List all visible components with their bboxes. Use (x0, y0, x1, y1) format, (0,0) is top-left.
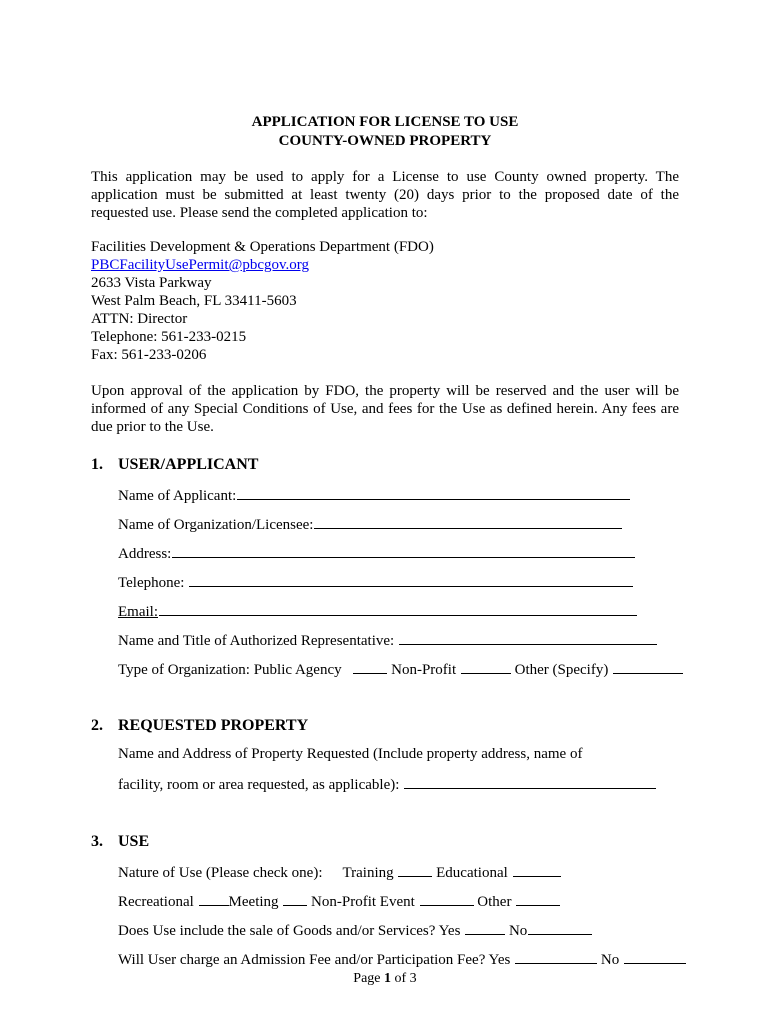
property-row (118, 773, 656, 793)
property-field[interactable] (404, 773, 656, 789)
other-use-field[interactable] (516, 890, 560, 906)
org-type-row (118, 658, 683, 678)
email-field[interactable] (159, 600, 637, 616)
intro-paragraph: This application may be used to apply for a License to use County owned property. The application must be submitted at least twenty (20) days prior to the proposed date of the requested use. Please send the completed application to: (91, 169, 679, 221)
approval-paragraph: Upon approval of the application by FDO, the property will be reserved and the user will be informed of any Special Conditions of Use, and fees for the Use as defined herein. Any fees are due prior to the Use. (91, 383, 679, 435)
document-title-line2: COUNTY-OWNED PROPERTY (278, 133, 492, 149)
page-current: 1 (384, 971, 392, 986)
property-label: facility, room or area requested, as applicable): (118, 777, 404, 793)
address-field[interactable] (172, 542, 635, 558)
organization-row (118, 513, 622, 533)
applicant-name-row (118, 484, 630, 504)
admission-fee-label: Will User charge an Admission Fee and/or Participation Fee? Yes (118, 952, 515, 968)
nonprofit-field[interactable] (461, 658, 511, 674)
document-title-line1: APPLICATION FOR LICENSE TO USE (251, 114, 519, 130)
section2-number: 2. (91, 717, 103, 734)
org-type-label: Type of Organization: Public Agency (118, 662, 346, 678)
goods-no-label: No (505, 923, 528, 939)
street-address: 2633 Vista Parkway (91, 275, 212, 291)
section3-title: USE (118, 833, 150, 850)
representative-row (118, 629, 657, 649)
address-row (118, 542, 635, 562)
fax-line: Fax: 561-233-0206 (91, 347, 207, 363)
public-agency-field[interactable] (353, 658, 387, 674)
educational-label: Educational (432, 865, 512, 881)
section2-title: REQUESTED PROPERTY (118, 717, 309, 734)
educational-field[interactable] (513, 861, 561, 877)
property-description-line1: Name and Address of Property Requested (Include property address, name of (118, 746, 583, 762)
organization-label: Name of Organization/Licensee: (118, 517, 314, 533)
telephone-field[interactable] (189, 571, 633, 587)
use-type-row (118, 890, 560, 910)
nature-of-use-label: Nature of Use (Please check one): (118, 865, 323, 881)
applicant-name-label: Name of Applicant: (118, 488, 237, 504)
section3-number: 3. (91, 833, 103, 850)
telephone-line: Telephone: 561-233-0215 (91, 329, 247, 345)
department-name: Facilities Development & Operations Department (FDO) (91, 239, 434, 255)
page-footer (0, 971, 770, 987)
organization-field[interactable] (314, 513, 622, 529)
nonprofit-event-field[interactable] (420, 890, 474, 906)
fee-no-field[interactable] (624, 948, 686, 964)
goods-services-label: Does Use include the sale of Goods and/or Services? Yes (118, 923, 465, 939)
city-state-zip: West Palm Beach, FL 33411-5603 (91, 293, 297, 309)
other-use-label: Other (473, 894, 516, 910)
admission-fee-row (118, 948, 686, 968)
goods-services-row (118, 919, 592, 939)
meeting-label: Meeting (228, 894, 283, 910)
nonprofit-label: Non-Profit (387, 662, 460, 678)
section1-title: USER/APPLICANT (118, 456, 259, 473)
training-label: Training (342, 865, 398, 881)
nature-of-use-row (118, 861, 561, 881)
applicant-name-field[interactable] (237, 484, 630, 500)
fee-yes-field[interactable] (515, 948, 597, 964)
section1-number: 1. (91, 456, 103, 473)
meeting-field[interactable] (283, 890, 307, 906)
telephone-row (118, 571, 633, 591)
other-type-field[interactable] (613, 658, 683, 674)
email-label: Email: (118, 604, 158, 620)
attention-line: ATTN: Director (91, 311, 188, 327)
address-label: Address: (118, 546, 172, 562)
fee-no-label: No (597, 952, 623, 968)
representative-field[interactable] (399, 629, 657, 645)
representative-label: Name and Title of Authorized Representative: (118, 633, 398, 649)
training-field[interactable] (398, 861, 432, 877)
email-row (118, 600, 637, 620)
telephone-label: Telephone: (118, 575, 189, 591)
nonprofit-event-label: Non-Profit Event (307, 894, 419, 910)
mailing-address (91, 238, 434, 364)
recreational-label: Recreational (118, 894, 198, 910)
other-type-label: Other (Specify) (510, 662, 613, 678)
page-total: of 3 (391, 971, 417, 986)
page-label: Page (353, 971, 385, 986)
goods-yes-field[interactable] (465, 919, 505, 935)
email-link[interactable]: PBCFacilityUsePermit@pbcgov.org (91, 257, 309, 273)
goods-no-field[interactable] (528, 919, 592, 935)
recreational-field[interactable] (199, 890, 229, 906)
